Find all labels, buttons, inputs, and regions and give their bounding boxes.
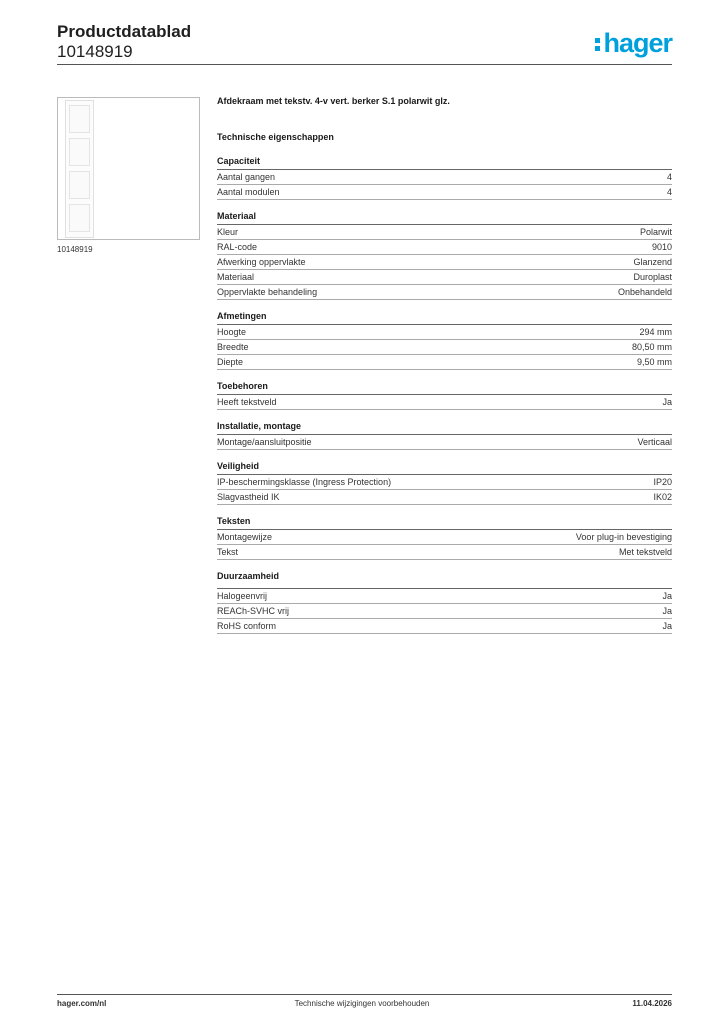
property-value: Ja — [662, 606, 672, 616]
property-value: 294 mm — [639, 327, 672, 337]
property-group — [217, 570, 672, 634]
property-label: Aantal modulen — [217, 187, 280, 197]
property-value: Glanzend — [633, 257, 672, 267]
property-label: Materiaal — [217, 272, 255, 282]
property-row — [217, 225, 672, 240]
property-label: Halogeenvrij — [217, 591, 268, 601]
property-value: 4 — [666, 187, 672, 197]
property-value: Voor plug-in bevestiging — [575, 532, 672, 542]
property-value: Met tekstveld — [618, 547, 672, 557]
property-row — [217, 270, 672, 285]
property-row — [217, 604, 672, 619]
property-value: IP20 — [653, 477, 672, 487]
property-row — [217, 475, 672, 490]
document-number: 10148919 — [57, 42, 133, 61]
property-row — [217, 530, 672, 545]
product-details — [217, 96, 672, 634]
property-label: Montagewijze — [217, 532, 273, 542]
property-row — [217, 340, 672, 355]
property-group — [217, 420, 672, 450]
property-value: Ja — [662, 591, 672, 601]
property-label: REACh-SVHC vrij — [217, 606, 290, 616]
frame-opening — [69, 105, 90, 133]
property-label: Montage/aansluitpositie — [217, 437, 312, 447]
footer-date: 11.04.2026 — [632, 999, 672, 1008]
property-row — [217, 170, 672, 185]
property-label: Hoogte — [217, 327, 247, 337]
property-group — [217, 380, 672, 410]
group-title: Toebehoren — [217, 380, 672, 395]
logo-text: hager — [603, 28, 672, 58]
property-row — [217, 545, 672, 560]
property-row — [217, 325, 672, 340]
footer-disclaimer: Technische wijzigingen voorbehouden — [294, 999, 430, 1008]
property-row — [217, 355, 672, 370]
property-row — [217, 285, 672, 300]
property-value: Ja — [662, 397, 672, 407]
property-label: Afwerking oppervlakte — [217, 257, 306, 267]
group-title: Duurzaamheid — [217, 570, 672, 589]
product-name: Afdekraam met tekstv. 4-v vert. berker S.1 polarwit glz. — [217, 96, 450, 106]
property-value: IK02 — [653, 492, 672, 502]
header-divider — [57, 64, 672, 65]
property-value: Verticaal — [637, 437, 672, 447]
property-row — [217, 589, 672, 604]
image-caption: 10148919 — [57, 245, 93, 254]
property-label: Kleur — [217, 227, 239, 237]
document-title: Productdatablad — [57, 22, 192, 41]
frame-opening — [69, 204, 90, 232]
section-heading: Technische eigenschappen — [217, 132, 334, 142]
property-label: Aantal gangen — [217, 172, 276, 182]
property-label: Diepte — [217, 357, 244, 367]
property-value: 80,50 mm — [631, 342, 672, 352]
group-title: Veiligheid — [217, 460, 672, 475]
group-title: Installatie, montage — [217, 420, 672, 435]
property-label: Oppervlakte behandeling — [217, 287, 318, 297]
property-value: Onbehandeld — [617, 287, 672, 297]
property-label: Tekst — [217, 547, 239, 557]
frame-opening — [69, 171, 90, 199]
property-value: Ja — [662, 621, 672, 631]
property-label: Breedte — [217, 342, 249, 352]
property-group — [217, 515, 672, 560]
group-title: Capaciteit — [217, 155, 672, 170]
product-image — [57, 97, 200, 240]
group-title: Afmetingen — [217, 310, 672, 325]
property-label: IP-beschermingsklasse (Ingress Protection) — [217, 477, 392, 487]
property-row — [217, 490, 672, 505]
logo-dots-icon — [595, 35, 600, 54]
property-row — [217, 255, 672, 270]
property-group — [217, 210, 672, 300]
cover-frame-illustration — [65, 100, 94, 238]
group-title: Materiaal — [217, 210, 672, 225]
frame-opening — [69, 138, 90, 166]
property-group — [217, 310, 672, 370]
property-row — [217, 395, 672, 410]
property-label: RoHS conform — [217, 621, 277, 631]
property-group — [217, 155, 672, 200]
property-row — [217, 240, 672, 255]
property-label: Slagvastheid IK — [217, 492, 280, 502]
hager-logo — [595, 28, 672, 59]
property-row — [217, 435, 672, 450]
footer-divider — [57, 994, 672, 995]
footer-website[interactable]: hager.com/nl — [57, 999, 107, 1008]
property-value: 9010 — [651, 242, 672, 252]
property-groups — [217, 155, 672, 634]
property-label: Heeft tekstveld — [217, 397, 277, 407]
property-label: RAL-code — [217, 242, 258, 252]
property-value: Polarwit — [639, 227, 672, 237]
property-row — [217, 185, 672, 200]
property-value: 9,50 mm — [636, 357, 672, 367]
property-row — [217, 619, 672, 634]
property-group — [217, 460, 672, 505]
property-value: Duroplast — [633, 272, 672, 282]
group-title: Teksten — [217, 515, 672, 530]
document-header — [57, 22, 191, 62]
property-value: 4 — [666, 172, 672, 182]
